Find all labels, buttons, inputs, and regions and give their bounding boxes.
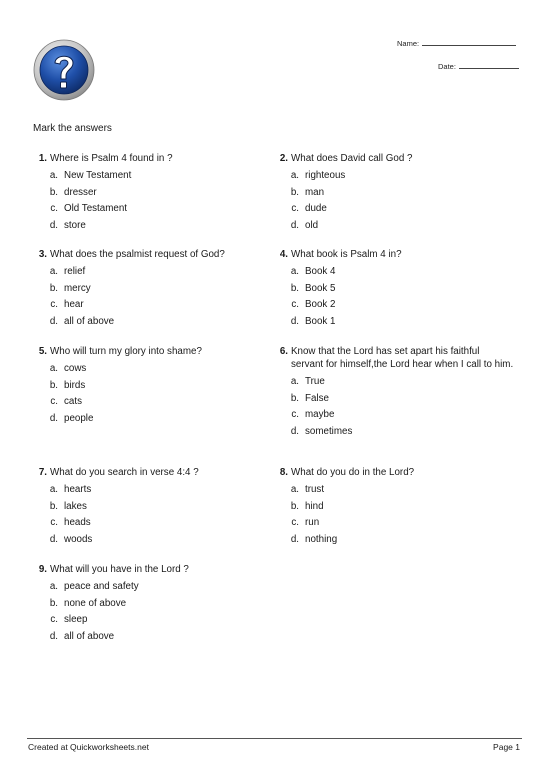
option-text: store <box>64 220 86 232</box>
question-text: What do you search in verse 4:4 ? <box>50 467 199 478</box>
option-text: hearts <box>64 484 92 495</box>
option[interactable] <box>284 186 514 203</box>
question-text: What will you have in the Lord ? <box>50 564 189 575</box>
option[interactable] <box>43 533 258 550</box>
option-letter: a. <box>49 484 58 495</box>
option[interactable] <box>43 516 258 533</box>
option-text: lakes <box>64 500 87 512</box>
option[interactable] <box>284 375 514 392</box>
date-blank[interactable] <box>459 68 519 69</box>
option-letter: a. <box>49 581 58 592</box>
footer-divider <box>27 738 522 739</box>
option-text: dresser <box>64 186 97 198</box>
option-text: run <box>305 517 320 529</box>
name-blank[interactable] <box>422 45 516 46</box>
option-letter: d. <box>49 316 58 328</box>
option[interactable] <box>43 412 258 429</box>
option[interactable] <box>284 483 514 500</box>
option-text: none of above <box>64 597 127 609</box>
option-text: woods <box>64 534 93 546</box>
option-letter: c. <box>291 409 299 421</box>
question-number: 8. <box>279 467 288 478</box>
option-letter: a. <box>290 484 299 495</box>
question-text: What book is Psalm 4 in? <box>291 249 402 260</box>
question-text: Where is Psalm 4 found in ? <box>50 153 173 164</box>
date-label: Date: <box>438 62 456 71</box>
option[interactable] <box>284 315 514 332</box>
option-text: sleep <box>64 614 88 626</box>
option-letter: d. <box>49 534 58 546</box>
option[interactable] <box>43 298 258 315</box>
option-letter: c. <box>291 299 299 311</box>
question-text: Know that the Lord has set apart his faithful servant for himself,the Lord hear when I call to him. <box>291 346 514 370</box>
question-2 <box>274 152 514 236</box>
question-text: What do you do in the Lord? <box>291 467 415 478</box>
option-text: maybe <box>305 409 335 421</box>
name-field[interactable] <box>397 39 516 48</box>
question-number: 4. <box>279 249 288 260</box>
option-text: cows <box>64 363 87 374</box>
option-letter: a. <box>49 363 58 374</box>
date-field[interactable] <box>438 62 519 71</box>
option[interactable] <box>284 408 514 425</box>
option-letter: a. <box>290 376 299 387</box>
question-3 <box>33 248 258 332</box>
question-number: 9. <box>38 564 47 575</box>
option[interactable] <box>43 362 258 379</box>
option-text: nothing <box>305 534 338 546</box>
option[interactable] <box>43 265 258 282</box>
question-text: Who will turn my glory into shame? <box>50 346 202 357</box>
option-text: dude <box>305 203 327 215</box>
option-letter: b. <box>49 379 58 391</box>
option[interactable] <box>43 186 258 203</box>
option-text: heads <box>64 517 91 529</box>
option-text: Book 1 <box>305 316 336 328</box>
question-7 <box>33 466 258 550</box>
option[interactable] <box>284 500 514 517</box>
option-letter: d. <box>49 413 58 425</box>
option-letter: c. <box>291 517 299 529</box>
option-text: peace and safety <box>64 581 139 592</box>
option[interactable] <box>43 630 258 647</box>
option[interactable] <box>284 282 514 299</box>
option-letter: b. <box>290 186 299 198</box>
question-number: 5. <box>38 346 47 357</box>
option-letter: c. <box>50 203 58 215</box>
question-text: What does David call God ? <box>291 153 413 164</box>
question-number: 2. <box>279 153 288 164</box>
option[interactable] <box>43 613 258 630</box>
option-letter: c. <box>50 299 58 311</box>
option-letter: d. <box>290 426 299 438</box>
option[interactable] <box>284 516 514 533</box>
option-letter: d. <box>49 631 58 643</box>
option-letter: b. <box>49 186 58 198</box>
option[interactable] <box>284 265 514 282</box>
question-1 <box>33 152 258 236</box>
page-number: Page 1 <box>493 742 520 752</box>
question-text: What does the psalmist request of God? <box>50 249 225 260</box>
option-letter: d. <box>49 220 58 232</box>
question-4 <box>274 248 514 332</box>
option[interactable] <box>284 202 514 219</box>
question-mark-logo-icon <box>33 39 95 101</box>
option[interactable] <box>43 379 258 396</box>
option[interactable] <box>43 315 258 332</box>
option-text: righteous <box>305 170 346 181</box>
footer-credit: Created at Quickworksheets.net <box>28 742 149 752</box>
option-text: old <box>305 220 319 232</box>
option-letter: d. <box>290 316 299 328</box>
option[interactable] <box>43 169 258 186</box>
option-text: cats <box>64 396 82 408</box>
option-text: birds <box>64 379 86 391</box>
question-number: 3. <box>38 249 47 260</box>
option-letter: a. <box>290 266 299 277</box>
option[interactable] <box>43 395 258 412</box>
option-text: hear <box>64 299 84 311</box>
option[interactable] <box>284 219 514 236</box>
option-text: trust <box>305 484 325 495</box>
option-letter: a. <box>49 170 58 181</box>
option[interactable] <box>284 533 514 550</box>
option-text: False <box>305 392 329 404</box>
option-letter: c. <box>291 203 299 215</box>
question-8 <box>274 466 514 550</box>
option-text: Book 4 <box>305 266 336 277</box>
option[interactable] <box>43 202 258 219</box>
option[interactable] <box>43 597 258 614</box>
question-5 <box>33 345 258 429</box>
option-text: hind <box>305 500 324 512</box>
option[interactable] <box>284 169 514 186</box>
option-letter: b. <box>290 282 299 294</box>
question-number: 1. <box>38 153 47 164</box>
option-text: Book 2 <box>305 299 336 311</box>
option-letter: c. <box>50 614 58 626</box>
option-letter: b. <box>49 282 58 294</box>
question-number: 6. <box>279 346 288 357</box>
option-text: New Testament <box>64 170 132 181</box>
option-text: Book 5 <box>305 282 336 294</box>
option-letter: d. <box>290 220 299 232</box>
option[interactable] <box>284 392 514 409</box>
option[interactable] <box>284 425 514 442</box>
option[interactable] <box>284 298 514 315</box>
option-text: mercy <box>64 282 91 294</box>
option[interactable] <box>43 580 258 597</box>
option[interactable] <box>43 282 258 299</box>
option-letter: b. <box>49 500 58 512</box>
option-text: all of above <box>64 631 115 643</box>
option-letter: a. <box>49 266 58 277</box>
option-letter: c. <box>50 517 58 529</box>
option-letter: b. <box>290 392 299 404</box>
question-9 <box>33 563 258 647</box>
option-text: man <box>305 186 325 198</box>
name-label: Name: <box>397 39 420 48</box>
option-letter: d. <box>290 534 299 546</box>
option-letter: c. <box>50 396 58 408</box>
option-text: Old Testament <box>64 203 127 215</box>
option[interactable] <box>43 483 258 500</box>
option[interactable] <box>43 219 258 236</box>
option-text: people <box>64 413 94 425</box>
question-number: 7. <box>38 467 47 478</box>
option-text: sometimes <box>305 426 353 438</box>
option-letter: b. <box>49 597 58 609</box>
option-letter: b. <box>290 500 299 512</box>
option-text: True <box>305 376 325 387</box>
option-letter: a. <box>290 170 299 181</box>
question-6 <box>274 345 514 442</box>
option[interactable] <box>43 500 258 517</box>
option-text: all of above <box>64 316 115 328</box>
option-text: relief <box>64 266 86 277</box>
instructions: Mark the answers <box>33 123 112 134</box>
